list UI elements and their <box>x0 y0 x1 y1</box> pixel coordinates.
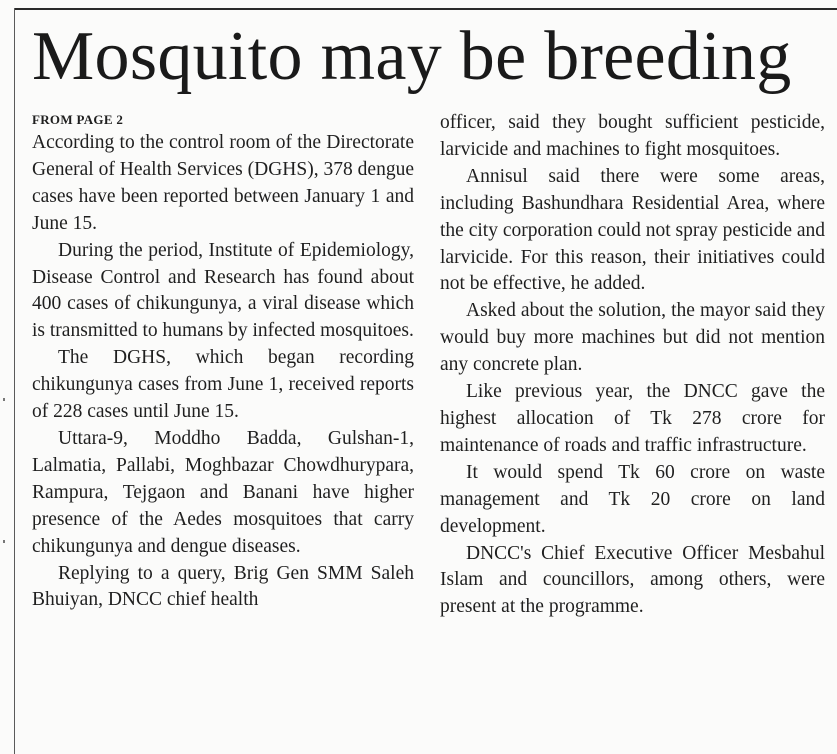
paragraph: Annisul said there were some areas, including Bashundhara Residential Area, where the city corporation could not spray pesticide and larvicide. For this reason, their initiatives could not be effective, he added. <box>440 165 826 295</box>
page-speck <box>3 540 5 543</box>
paragraph: During the period, Institute of Epidemiology, Disease Control and Research has found about 400 cases of chikungunya, a viral disease which is transmitted to humans by infected mosquitoes. <box>32 239 414 342</box>
page-speck <box>3 398 5 401</box>
paragraph: officer, said they bought sufficient pesticide, larvicide and machines to fight mosquitoes. <box>440 112 825 160</box>
paragraph: Replying to a query, Brig Gen SMM Saleh Bhuiyan, DNCC chief health <box>32 562 414 611</box>
paragraph: According to the control room of the Directorate General of Health Services (DGHS), 378 dengue cases have been reported between January 1 and June 15. <box>32 132 414 234</box>
paragraph: DNCC's Chief Executive Officer Mesbahul Islam and councillors, among others, were present at the programme. <box>440 542 825 618</box>
headline: Mosquito may be breeding <box>32 18 792 95</box>
continuation-kicker: FROM PAGE 2 <box>32 112 124 127</box>
top-rule <box>14 8 837 10</box>
left-column-rule <box>14 8 15 754</box>
article-column-right <box>440 110 825 621</box>
paragraph: Like previous year, the DNCC gave the highest allocation of Tk 278 crore for maintenance of roads and traffic infrastructure. <box>440 381 825 456</box>
paragraph: The DGHS, which began recording chikungunya cases from June 1, received reports of 228 cases until June 15. <box>32 347 414 423</box>
paragraph: It would spend Tk 60 crore on waste management and Tk 20 crore on land development. <box>440 461 825 537</box>
paragraph: Asked about the solution, the mayor said they would buy more machines but did not mention any concrete plan. <box>440 300 825 376</box>
article-column-left <box>32 130 414 614</box>
paragraph: Uttara-9, Moddho Badda, Gulshan-1, Lalmatia, Pallabi, Moghbazar Chowdhurypara, Rampura, Tejgaon and Banani have higher presence of the Aedes mosquitoes that carry chikungunya and dengue diseases. <box>32 427 414 557</box>
